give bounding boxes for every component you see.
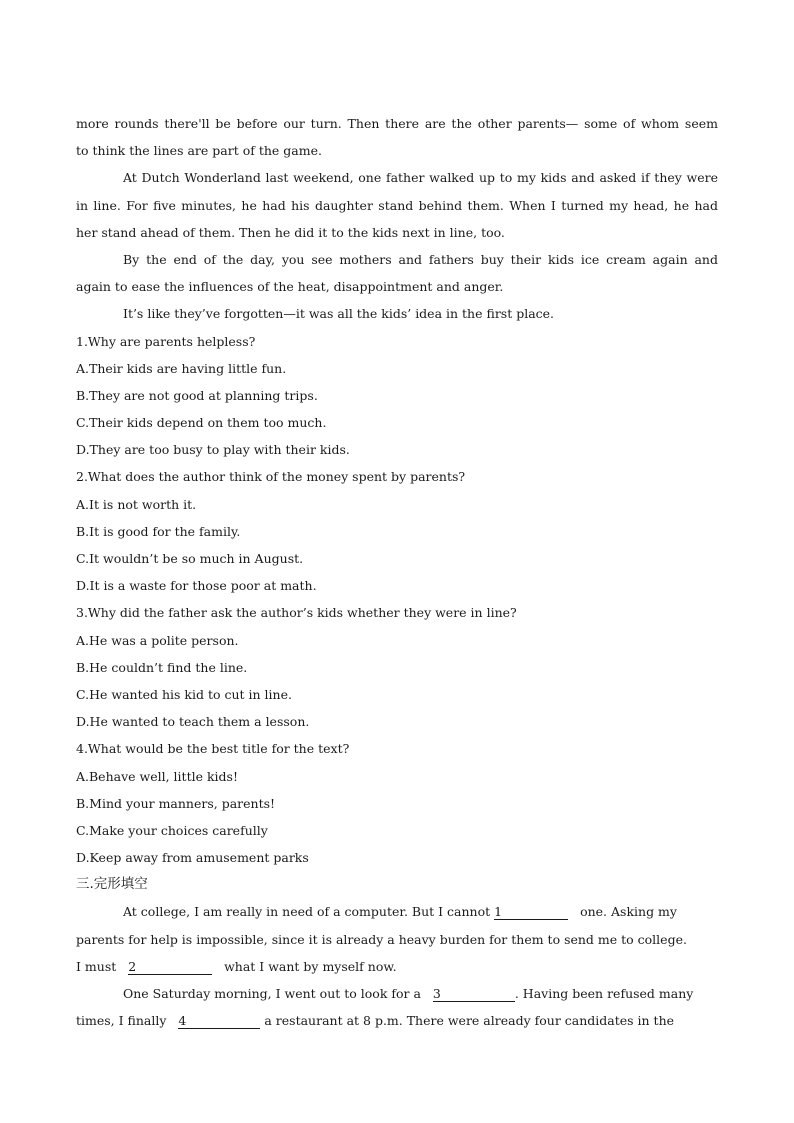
cloze-text: one. Asking my — [580, 904, 677, 920]
cloze-text: One Saturday morning, I went out to look for a — [123, 986, 421, 1001]
option-a: A.It is not worth it. — [76, 496, 197, 512]
option-d: D.He wanted to teach them a lesson. — [76, 714, 310, 730]
passage-line: At Dutch Wonderland last weekend, one father walked up to my kids and asked if they were — [123, 170, 718, 186]
option-c: C.It wouldn’t be so much in August. — [76, 551, 304, 566]
cloze-blank-1: 1 — [494, 905, 568, 920]
option-a: A.He was a polite person. — [76, 632, 239, 648]
cloze-blank-4: 4 — [178, 1014, 260, 1029]
option-c: C.Make your choices carefully — [76, 822, 268, 838]
reading-passage — [76, 110, 718, 328]
cloze-line — [76, 980, 718, 1007]
question-stem: 3.Why did the father ask the author’s kids whether they were in line? — [76, 605, 517, 621]
passage-line: in line. For five minutes, he had his daughter stand behind them. When I turned my head, he had — [76, 197, 718, 213]
passage-line: to think the lines are part of the game. — [76, 143, 322, 159]
option-d: D.They are too busy to play with their kids. — [76, 442, 350, 458]
question-3 — [76, 599, 718, 735]
cloze-line — [76, 898, 718, 925]
option-c: C.Their kids depend on them too much. — [76, 415, 327, 431]
option-a: A.Behave well, little kids! — [76, 768, 238, 784]
option-a: A.Their kids are having little fun. — [76, 360, 287, 376]
cloze-text: a restaurant at 8 p.m. There were already four candidates in the — [264, 1013, 675, 1029]
option-b: B.Mind your manners, parents! — [76, 795, 276, 811]
option-d: D.It is a waste for those poor at math. — [76, 578, 317, 594]
option-b: B.It is good for the family. — [76, 523, 241, 539]
question-stem: 4.What would be the best title for the text? — [76, 741, 350, 757]
passage-line: more rounds there'll be before our turn. Then there are the other parents— some of whom seem — [76, 116, 718, 131]
option-d: D.Keep away from amusement parks — [76, 850, 309, 866]
cloze-blank-2: 2 — [128, 960, 212, 975]
question-stem: 2.What does the author think of the money spent by parents? — [76, 469, 466, 485]
question-2 — [76, 463, 718, 599]
cloze-blank-3: 3 — [433, 987, 515, 1002]
cloze-passage — [76, 898, 718, 1034]
passage-line: It’s like they’ve forgotten—it was all the kids’ idea in the first place. — [123, 306, 555, 322]
option-b: B.He couldn’t find the line. — [76, 659, 248, 675]
question-4 — [76, 735, 718, 871]
question-stem: 1.Why are parents helpless? — [76, 333, 256, 349]
passage-line: By the end of the day, you see mothers and fathers buy their kids ice cream again and — [123, 251, 718, 267]
passage-line: her stand ahead of them. Then he did it to the kids next in line, too. — [76, 224, 505, 240]
cloze-text: times, I finally — [76, 1013, 167, 1029]
section-title: 三.完形填空 — [76, 876, 148, 893]
cloze-line — [76, 1007, 718, 1034]
cloze-text: I must — [76, 958, 117, 974]
document-page — [76, 110, 718, 1034]
question-list — [76, 328, 718, 872]
cloze-line: parents for help is impossible, since it is already a heavy burden for them to send me to college. — [76, 931, 687, 947]
cloze-line — [76, 953, 718, 980]
passage-line: again to ease the influences of the heat, disappointment and anger. — [76, 279, 504, 295]
option-c: C.He wanted his kid to cut in line. — [76, 686, 292, 702]
cloze-text: what I want by myself now. — [224, 958, 397, 974]
question-1 — [76, 328, 718, 464]
option-b: B.They are not good at planning trips. — [76, 387, 318, 403]
cloze-text: At college, I am really in need of a computer. But I cannot — [123, 904, 491, 920]
cloze-text: . Having been refused many — [514, 986, 694, 1001]
